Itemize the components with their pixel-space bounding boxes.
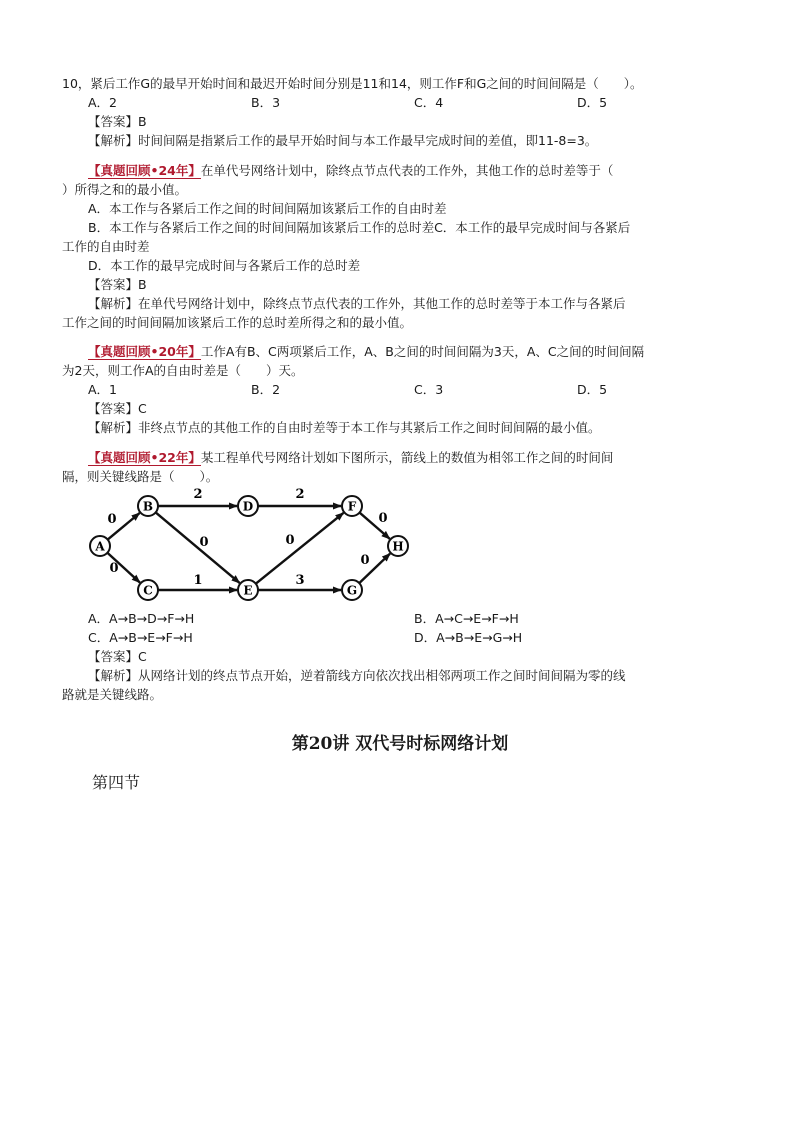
node-label-G: G	[346, 583, 358, 598]
q10-option-a: A．2	[88, 95, 118, 110]
q20-analysis: 【解析】非终点节点的其他工作的自由时差等于本工作与其紧后工作之间时间间隔的最小值。	[88, 420, 601, 435]
q24-stem-line1	[88, 162, 613, 180]
edge-label-B-E: 0	[199, 535, 209, 550]
q22-answer: 【答案】C	[88, 649, 147, 664]
q24-option-b-line1: B．本工作与各紧后工作之间的时间间隔加该紧后工作的总时差C．本工作的最早完成时间与各紧后	[88, 220, 631, 235]
q10-option-b: B．3	[251, 95, 281, 110]
edge-label-E-F: 0	[285, 533, 295, 548]
q24-option-a: A．本工作与各紧后工作之间的时间间隔加该紧后工作的自由时差	[88, 201, 447, 216]
q10-answer: 【答案】B	[88, 114, 147, 129]
q20-option-d: D．5	[577, 382, 608, 397]
node-label-A: A	[95, 539, 105, 554]
q24-tag: 【真题回顾•24年】	[88, 163, 201, 178]
q20-stem-text: 工作A有B、C两项紧后工作，A、B之间的时间间隔为3天，A、C之间的时间间隔	[200, 344, 645, 359]
network-diagram	[80, 486, 420, 608]
q20-tag: 【真题回顾•20年】	[88, 344, 201, 359]
node-label-D: D	[242, 499, 254, 514]
node-label-H: H	[392, 539, 404, 554]
q20-stem-line1	[88, 343, 644, 361]
q22-stem-line2: 隔，则关键线路是（ ）。	[62, 469, 219, 484]
q24-option-b-line2: 工作的自由时差	[62, 239, 150, 254]
lecture-title: 第20讲 双代号时标网络计划	[291, 734, 509, 754]
q22-analysis-line2: 路就是关键线路。	[62, 687, 163, 702]
q22-option-a: A．A→B→D→F→H	[88, 611, 195, 626]
q24-analysis-line2: 工作之间的时间间隔加该紧后工作的总时差所得之和的最小值。	[62, 315, 413, 330]
edge-label-D-F: 2	[295, 487, 305, 502]
q22-stem-line1	[88, 449, 613, 467]
q22-option-c: C．A→B→E→F→H	[88, 630, 193, 645]
q20-stem-line2: 为2天，则工作A的自由时差是（ ）天。	[62, 363, 304, 378]
q24-answer: 【答案】B	[88, 277, 147, 292]
edge-label-E-G: 3	[295, 573, 305, 588]
q10-analysis: 【解析】时间间隔是指紧后工作的最早开始时间与本工作最早完成时间的差值，即11-8=3。	[88, 133, 598, 148]
edge-label-G-H: 0	[360, 553, 370, 568]
node-label-B: B	[142, 499, 154, 514]
q22-tag: 【真题回顾•22年】	[88, 450, 201, 465]
q24-stem-text: 在单代号网络计划中，除终点节点代表的工作外，其他工作的总时差等于（	[200, 163, 614, 178]
q24-stem-line2: ）所得之和的最小值。	[62, 182, 188, 197]
q10-option-d: D．5	[577, 95, 608, 110]
node-label-C: C	[143, 583, 153, 598]
q10-option-c: C．4	[414, 95, 444, 110]
q20-option-b: B．2	[251, 382, 281, 397]
q24-analysis-line1: 【解析】在单代号网络计划中，除终点节点代表的工作外，其他工作的总时差等于本工作与各紧后	[88, 296, 626, 311]
edge-label-C-E: 1	[193, 573, 203, 588]
q10-stem: 10，紧后工作G的最早开始时间和最迟开始时间分别是11和14，则工作F和G之间的时间间隔是（ ）。	[62, 76, 643, 91]
q20-option-c: C．3	[414, 382, 444, 397]
node-label-F: F	[347, 499, 357, 514]
edge-label-B-D: 2	[193, 487, 203, 502]
section-title: 第四节	[92, 773, 141, 792]
q22-option-b: B．A→C→E→F→H	[414, 611, 519, 626]
edge-label-A-B: 0	[107, 512, 117, 527]
q22-option-d: D．A→B→E→G→H	[414, 630, 523, 645]
q22-analysis-line1: 【解析】从网络计划的终点节点开始，逆着箭线方向依次找出相邻两项工作之间时间间隔为零的线	[88, 668, 626, 683]
q20-answer: 【答案】C	[88, 401, 147, 416]
q24-option-d: D．本工作的最早完成时间与各紧后工作的总时差	[88, 258, 361, 273]
edge-label-A-C: 0	[109, 561, 119, 576]
edge-label-F-H: 0	[378, 511, 388, 526]
q22-stem-text: 某工程单代号网络计划如下图所示，箭线上的数值为相邻工作之间的时间间	[200, 450, 614, 465]
q20-option-a: A．1	[88, 382, 118, 397]
node-label-E: E	[243, 583, 253, 598]
